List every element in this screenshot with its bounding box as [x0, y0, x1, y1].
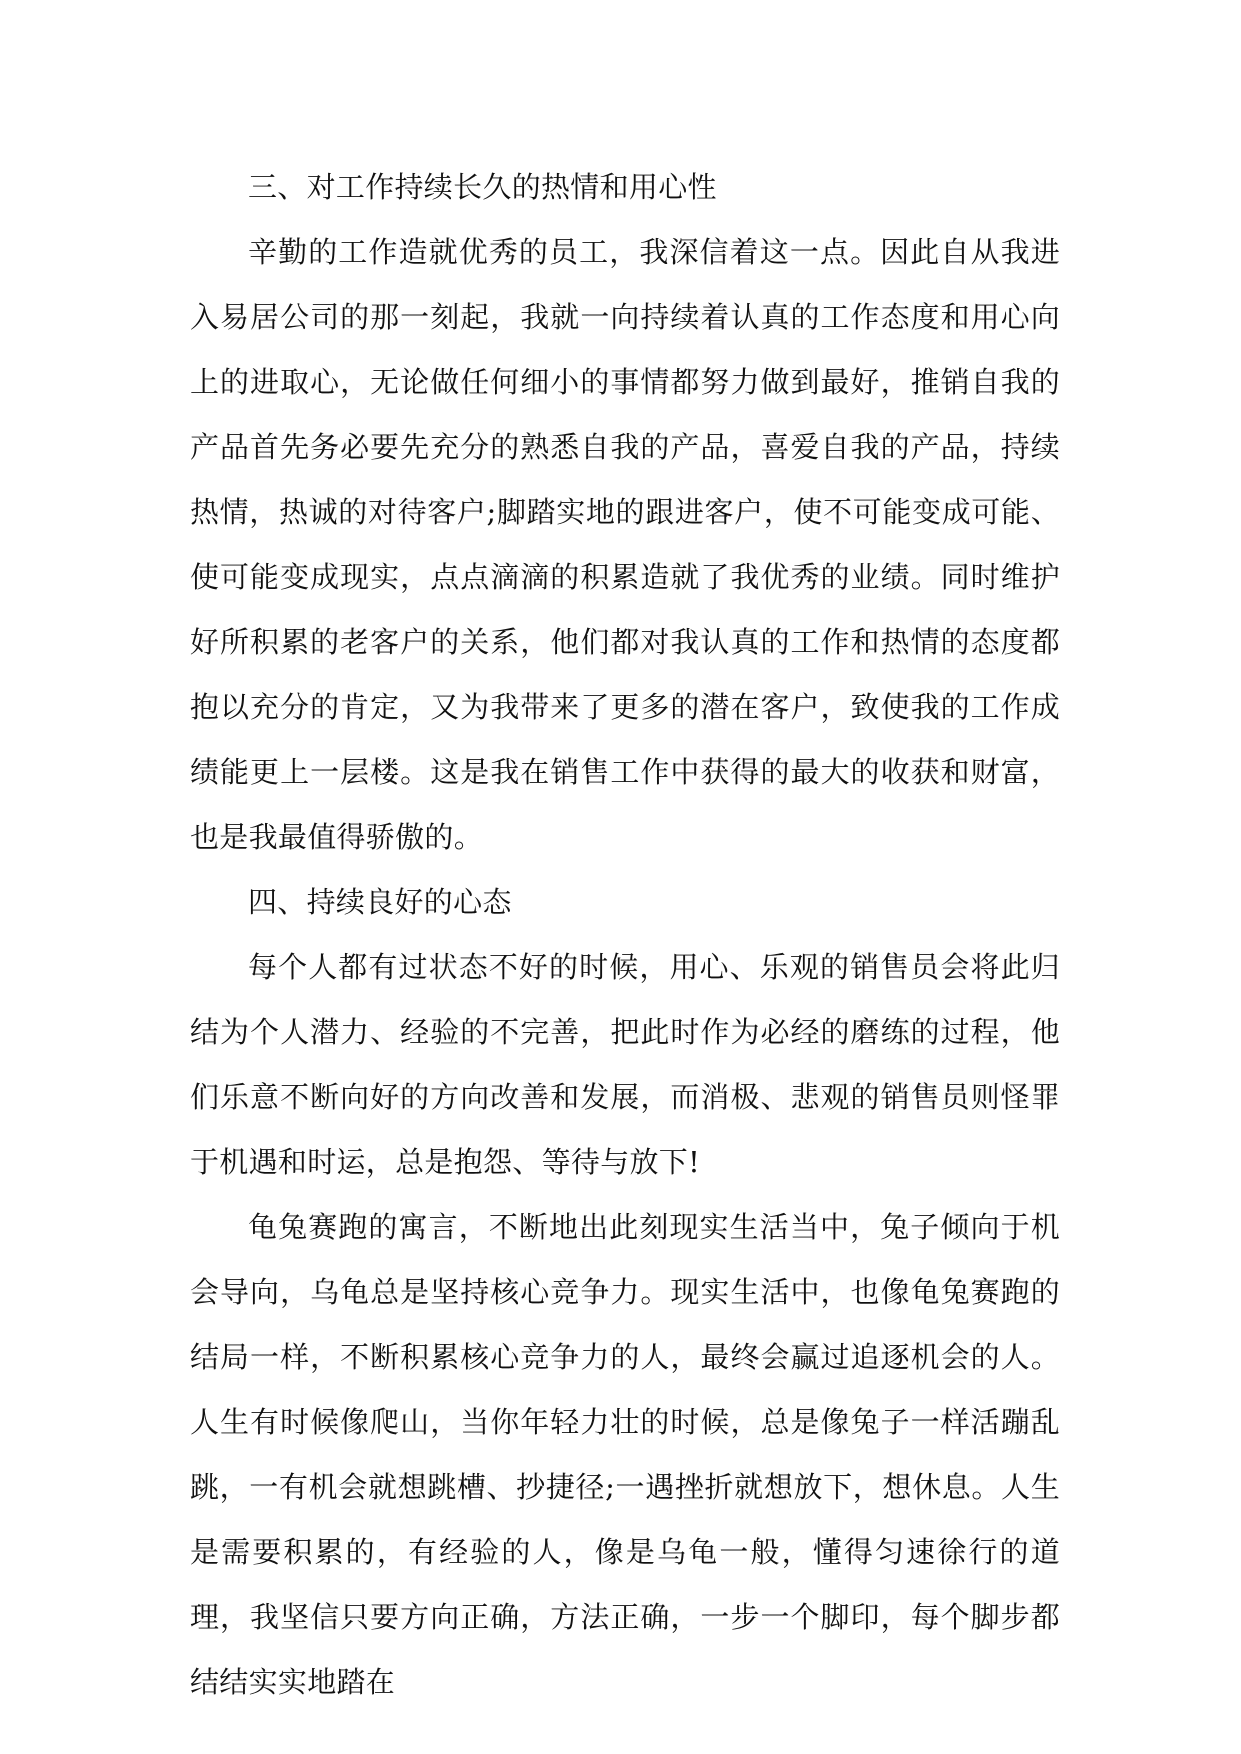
body-paragraph: 辛勤的工作造就优秀的员工，我深信着这一点。因此自从我进入易居公司的那一刻起，我就一向持续着认真的工作态度和用心向上的进取心，无论做任何细小的事情都努力做到最好，推销自我的产品首先务必要先充分的熟悉自我的产品，喜爱自我的产品，持续热情，热诚的对待客户;脚踏实地的跟进客户，使不可能变成可能、使可能变成现实，点点滴滴的积累造就了我优秀的业绩。同时维护好所积累的老客户的关系，他们都对我认真的工作和热情的态度都抱以充分的肯定，又为我带来了更多的潜在客户，致使我的工作成绩能更上一层楼。这是我在销售工作中获得的最大的收获和财富，也是我最值得骄傲的。 — [190, 235, 1060, 854]
body-paragraph: 每个人都有过状态不好的时候，用心、乐观的销售员会将此归结为个人潜力、经验的不完善，把此时作为必经的磨练的过程，他们乐意不断向好的方向改善和发展，而消极、悲观的销售员则怪罪于机遇和时运，总是抱怨、等待与放下! — [190, 950, 1060, 1179]
body-paragraph: 龟兔赛跑的寓言，不断地出此刻现实生活当中，兔子倾向于机会导向，乌龟总是坚持核心竞争力。现实生活中，也像龟兔赛跑的结局一样，不断积累核心竞争力的人，最终会赢过追逐机会的人。人生有时候像爬山，当你年轻力壮的时候，总是像兔子一样活蹦乱跳，一有机会就想跳槽、抄捷径;一遇挫折就想放下，想休息。人生是需要积累的，有经验的人，像是乌龟一般，懂得匀速徐行的道理，我坚信只要方向正确，方法正确，一步一个脚印，每个脚步都结结实实地踏在 — [190, 1210, 1060, 1699]
section-heading-4: 四、持续良好的心态 — [248, 885, 512, 919]
document-body — [190, 155, 1060, 1715]
section-heading-3: 三、对工作持续长久的热情和用心性 — [248, 170, 717, 204]
